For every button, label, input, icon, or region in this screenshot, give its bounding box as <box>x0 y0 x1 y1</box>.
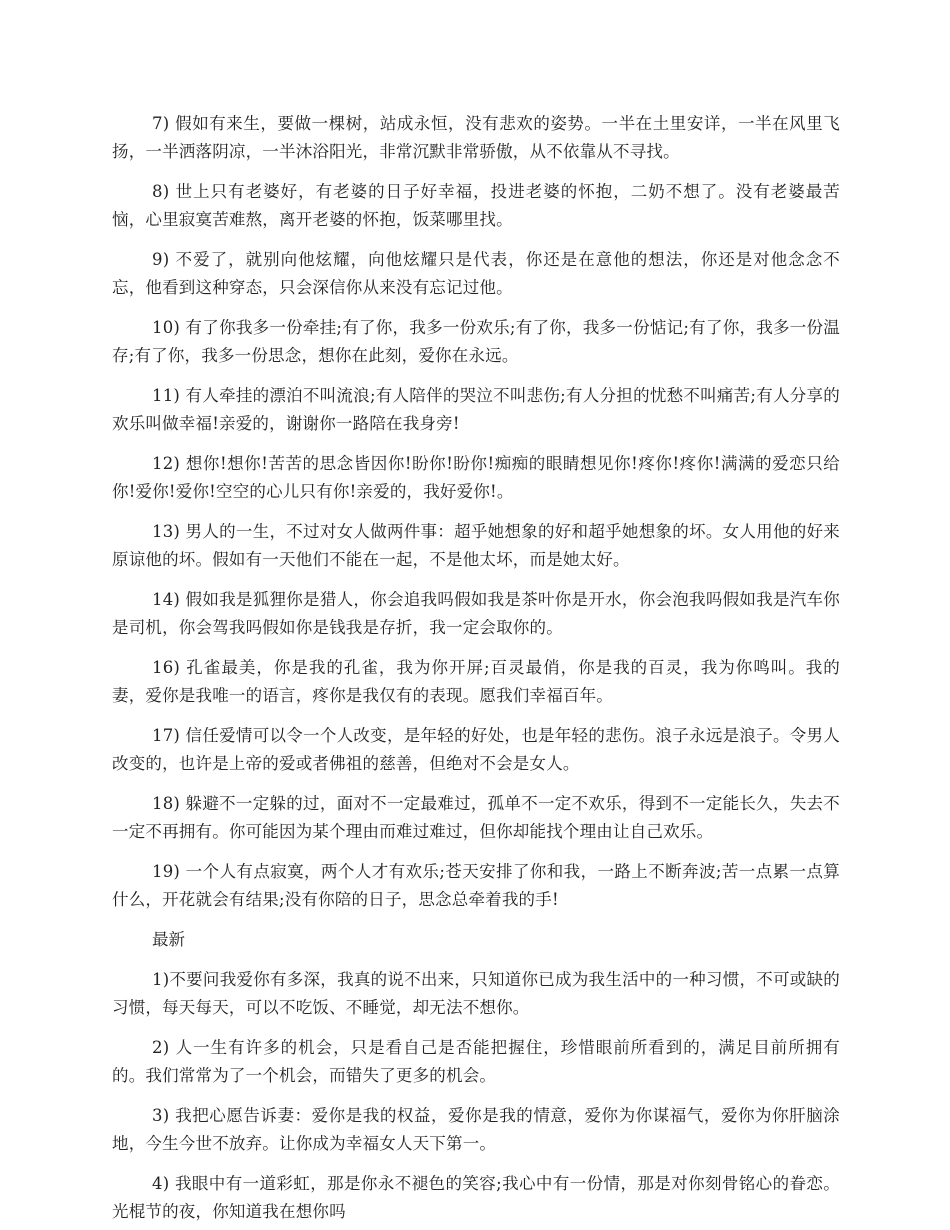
paragraph-10: 10) 有了你我多一份牵挂;有了你，我多一份欢乐;有了你，我多一份惦记;有了你，我多一份温存;有了你，我多一份思念，想你在此刻，爱你在永远。 <box>112 318 840 365</box>
paragraph-17: 17) 信任爱情可以令一个人改变，是年轻的好处，也是年轻的悲伤。浪子永远是浪子。令男人改变的，也许是上帝的爱或者佛祖的慈善，但绝对不会是女人。 <box>112 726 840 773</box>
paragraph-19: 19) 一个人有点寂寞，两个人才有欢乐;苍天安排了你和我，一路上不断奔波;苦一点累一点算什么，开花就会有结果;没有你陪的日子，思念总牵着我的手! <box>112 862 840 909</box>
section-heading-latest: 最新 <box>152 930 185 949</box>
paragraph-16: 16) 孔雀最美，你是我的孔雀，我为你开屏;百灵最俏，你是我的百灵，我为你鸣叫。我的妻，爱你是我唯一的语言，疼你是我仅有的表现。愿我们幸福百年。 <box>112 658 840 705</box>
paragraph-11: 11) 有人牵挂的漂泊不叫流浪;有人陪伴的哭泣不叫悲伤;有人分担的忧愁不叫痛苦;有人分享的欢乐叫做幸福!亲爱的，谢谢你一路陪在我身旁! <box>112 386 840 433</box>
paragraph-13: 13) 男人的一生，不过对女人做两件事：超乎她想象的好和超乎她想象的坏。女人用他的好来原谅他的坏。假如有一天他们不能在一起，不是他太坏，而是她太好。 <box>112 522 840 569</box>
latest-paragraph-2: 2) 人一生有许多的机会，只是看自己是否能把握住，珍惜眼前所看到的，满足目前所拥有的。我们常常为了一个机会，而错失了更多的机会。 <box>112 1038 840 1085</box>
latest-paragraph-3: 3) 我把心愿告诉妻：爱你是我的权益，爱你是我的情意，爱你为你谋福气，爱你为你肝脑涂地，今生今世不放弃。让你成为幸福女人天下第一。 <box>112 1106 840 1153</box>
paragraph-8: 8) 世上只有老婆好，有老婆的日子好幸福，投进老婆的怀抱，二奶不想了。没有老婆最苦恼，心里寂寞苦难熬，离开老婆的怀抱，饭菜哪里找。 <box>112 182 840 229</box>
latest-paragraph-1: 1)不要问我爱你有多深，我真的说不出来，只知道你已成为我生活中的一种习惯，不可或缺的习惯，每天每天，可以不吃饭、不睡觉，却无法不想你。 <box>112 970 840 1017</box>
paragraph-14: 14) 假如我是狐狸你是猎人，你会追我吗假如我是茶叶你是开水，你会泡我吗假如我是汽车你是司机，你会驾我吗假如你是钱我是存折，我一定会取你的。 <box>112 590 840 637</box>
latest-paragraph-4: 4) 我眼中有一道彩虹，那是你永不褪色的笑容;我心中有一份情，那是对你刻骨铭心的眷恋。光棍节的夜，你知道我在想你吗 <box>112 1174 840 1221</box>
paragraph-18: 18) 躲避不一定躲的过，面对不一定最难过，孤单不一定不欢乐，得到不一定能长久，失去不一定不再拥有。你可能因为某个理由而难过难过，但你却能找个理由让自己欢乐。 <box>112 794 840 841</box>
paragraph-7: 7) 假如有来生，要做一棵树，站成永恒，没有悲欢的姿势。一半在土里安详，一半在风里飞扬，一半洒落阴凉，一半沐浴阳光，非常沉默非常骄傲，从不依靠从不寻找。 <box>112 114 840 161</box>
paragraph-12: 12) 想你!想你!苦苦的思念皆因你!盼你!盼你!痴痴的眼睛想见你!疼你!疼你!满满的爱恋只给你!爱你!爱你!空空的心儿只有你!亲爱的，我好爱你!。 <box>112 454 840 501</box>
paragraph-9: 9) 不爱了，就别向他炫耀，向他炫耀只是代表，你还是在意他的想法，你还是对他念念不忘，他看到这种穿态，只会深信你从来没有忘记过他。 <box>112 250 840 297</box>
